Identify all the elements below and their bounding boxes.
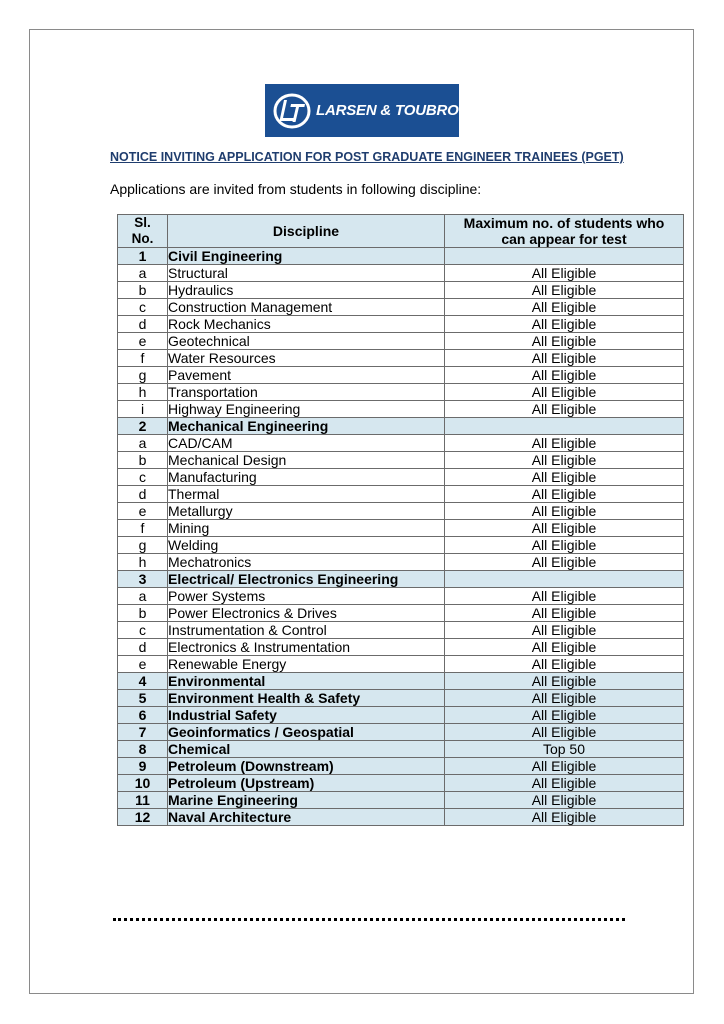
table-row xyxy=(118,554,684,571)
row-sl-no: 8 xyxy=(118,741,168,758)
table-row xyxy=(118,333,684,350)
row-discipline: Highway Engineering xyxy=(168,401,445,418)
table-row xyxy=(118,520,684,537)
table-row xyxy=(118,775,684,792)
row-max-students: All Eligible xyxy=(445,486,684,503)
row-discipline: Environmental xyxy=(168,673,445,690)
row-sl-no: 5 xyxy=(118,690,168,707)
logo-text: LARSEN & TOUBRO xyxy=(316,102,459,119)
row-sl-no: a xyxy=(118,265,168,282)
row-discipline: Construction Management xyxy=(168,299,445,316)
row-discipline: Power Electronics & Drives xyxy=(168,605,445,622)
row-sl-no: 6 xyxy=(118,707,168,724)
row-sl-no: 3 xyxy=(118,571,168,588)
row-discipline: Manufacturing xyxy=(168,469,445,486)
row-max-students: All Eligible xyxy=(445,537,684,554)
lt-logo-icon xyxy=(272,91,312,131)
row-max-students: All Eligible xyxy=(445,435,684,452)
table-row xyxy=(118,350,684,367)
row-sl-no: 1 xyxy=(118,248,168,265)
row-max-students: All Eligible xyxy=(445,384,684,401)
row-discipline: CAD/CAM xyxy=(168,435,445,452)
row-sl-no: a xyxy=(118,588,168,605)
table-row xyxy=(118,809,684,826)
row-discipline: Hydraulics xyxy=(168,282,445,299)
table-row xyxy=(118,758,684,775)
row-discipline: Marine Engineering xyxy=(168,792,445,809)
row-max-students: All Eligible xyxy=(445,656,684,673)
dotted-separator xyxy=(113,918,625,921)
row-max-students: All Eligible xyxy=(445,554,684,571)
row-sl-no: h xyxy=(118,554,168,571)
row-discipline: Metallurgy xyxy=(168,503,445,520)
row-discipline: Naval Architecture xyxy=(168,809,445,826)
row-discipline: Geotechnical xyxy=(168,333,445,350)
row-max-students: All Eligible xyxy=(445,639,684,656)
row-max-students: All Eligible xyxy=(445,265,684,282)
row-max-students: All Eligible xyxy=(445,707,684,724)
row-sl-no: d xyxy=(118,316,168,333)
header-discipline: Discipline xyxy=(168,215,445,248)
table-body xyxy=(118,248,684,826)
company-logo xyxy=(265,84,459,137)
row-sl-no: i xyxy=(118,401,168,418)
row-max-students: All Eligible xyxy=(445,673,684,690)
row-discipline: Structural xyxy=(168,265,445,282)
row-max-students: All Eligible xyxy=(445,282,684,299)
table-row xyxy=(118,486,684,503)
table-row xyxy=(118,248,684,265)
row-discipline: Chemical xyxy=(168,741,445,758)
table-row xyxy=(118,537,684,554)
row-discipline: Civil Engineering xyxy=(168,248,445,265)
row-sl-no: d xyxy=(118,639,168,656)
table-row xyxy=(118,724,684,741)
row-sl-no: 2 xyxy=(118,418,168,435)
table-row xyxy=(118,418,684,435)
row-max-students: All Eligible xyxy=(445,605,684,622)
table-row xyxy=(118,265,684,282)
row-discipline: Welding xyxy=(168,537,445,554)
row-max-students: All Eligible xyxy=(445,690,684,707)
table-row xyxy=(118,299,684,316)
row-sl-no: c xyxy=(118,622,168,639)
row-max-students: All Eligible xyxy=(445,520,684,537)
row-sl-no: 4 xyxy=(118,673,168,690)
row-sl-no: 10 xyxy=(118,775,168,792)
table-row xyxy=(118,656,684,673)
row-max-students: All Eligible xyxy=(445,588,684,605)
row-max-students: All Eligible xyxy=(445,622,684,639)
row-max-students: All Eligible xyxy=(445,367,684,384)
table-header xyxy=(118,215,684,248)
row-sl-no: 12 xyxy=(118,809,168,826)
row-sl-no: e xyxy=(118,503,168,520)
row-max-students: All Eligible xyxy=(445,333,684,350)
table-row xyxy=(118,316,684,333)
row-max-students xyxy=(445,418,684,435)
table-row xyxy=(118,588,684,605)
header-sl-no xyxy=(118,215,168,248)
row-sl-no: f xyxy=(118,350,168,367)
row-max-students: All Eligible xyxy=(445,299,684,316)
row-max-students xyxy=(445,248,684,265)
table-row xyxy=(118,571,684,588)
notice-title: NOTICE INVITING APPLICATION FOR POST GRADUATE ENGINEER TRAINEES (PGET) xyxy=(110,150,624,164)
row-discipline: Electrical/ Electronics Engineering xyxy=(168,571,445,588)
row-max-students: All Eligible xyxy=(445,469,684,486)
row-max-students: All Eligible xyxy=(445,724,684,741)
discipline-table xyxy=(117,214,684,826)
row-discipline: Electronics & Instrumentation xyxy=(168,639,445,656)
row-discipline: Geoinformatics / Geospatial xyxy=(168,724,445,741)
row-sl-no: 9 xyxy=(118,758,168,775)
row-discipline: Rock Mechanics xyxy=(168,316,445,333)
row-max-students: All Eligible xyxy=(445,503,684,520)
row-max-students: All Eligible xyxy=(445,350,684,367)
table-row xyxy=(118,792,684,809)
row-max-students: All Eligible xyxy=(445,452,684,469)
table-row xyxy=(118,503,684,520)
row-discipline: Pavement xyxy=(168,367,445,384)
table-row xyxy=(118,741,684,758)
header-sl-line1: Sl. xyxy=(134,215,151,230)
row-discipline: Water Resources xyxy=(168,350,445,367)
row-discipline: Industrial Safety xyxy=(168,707,445,724)
row-max-students: All Eligible xyxy=(445,401,684,418)
row-sl-no: h xyxy=(118,384,168,401)
table-row xyxy=(118,605,684,622)
row-sl-no: a xyxy=(118,435,168,452)
row-sl-no: 11 xyxy=(118,792,168,809)
row-discipline: Mining xyxy=(168,520,445,537)
table-row xyxy=(118,690,684,707)
row-discipline: Transportation xyxy=(168,384,445,401)
table-row xyxy=(118,367,684,384)
table-row xyxy=(118,707,684,724)
row-sl-no: b xyxy=(118,452,168,469)
row-max-students: Top 50 xyxy=(445,741,684,758)
table-row xyxy=(118,639,684,656)
row-discipline: Power Systems xyxy=(168,588,445,605)
row-discipline: Environment Health & Safety xyxy=(168,690,445,707)
row-sl-no: d xyxy=(118,486,168,503)
row-sl-no: e xyxy=(118,333,168,350)
row-max-students: All Eligible xyxy=(445,809,684,826)
header-max-line1: Maximum no. of students who xyxy=(463,215,665,231)
row-max-students: All Eligible xyxy=(445,775,684,792)
row-discipline: Petroleum (Upstream) xyxy=(168,775,445,792)
row-max-students: All Eligible xyxy=(445,792,684,809)
row-discipline: Instrumentation & Control xyxy=(168,622,445,639)
table-row xyxy=(118,673,684,690)
row-discipline: Petroleum (Downstream) xyxy=(168,758,445,775)
row-sl-no: e xyxy=(118,656,168,673)
row-sl-no: c xyxy=(118,299,168,316)
row-discipline: Mechatronics xyxy=(168,554,445,571)
row-sl-no: g xyxy=(118,537,168,554)
row-discipline: Mechanical Engineering xyxy=(168,418,445,435)
row-max-students xyxy=(445,571,684,588)
table-row xyxy=(118,384,684,401)
table-row xyxy=(118,469,684,486)
row-discipline: Renewable Energy xyxy=(168,656,445,673)
row-sl-no: b xyxy=(118,282,168,299)
row-max-students: All Eligible xyxy=(445,316,684,333)
table-row xyxy=(118,622,684,639)
row-discipline: Thermal xyxy=(168,486,445,503)
header-max-students xyxy=(445,215,684,248)
header-max-line2: can appear for test xyxy=(501,231,627,247)
row-sl-no: c xyxy=(118,469,168,486)
row-sl-no: 7 xyxy=(118,724,168,741)
row-sl-no: b xyxy=(118,605,168,622)
table-row xyxy=(118,452,684,469)
row-max-students: All Eligible xyxy=(445,758,684,775)
intro-text: Applications are invited from students in following discipline: xyxy=(110,181,482,197)
row-discipline: Mechanical Design xyxy=(168,452,445,469)
table-row xyxy=(118,435,684,452)
row-sl-no: f xyxy=(118,520,168,537)
row-sl-no: g xyxy=(118,367,168,384)
table-row xyxy=(118,401,684,418)
table-row xyxy=(118,282,684,299)
header-sl-line2: No. xyxy=(131,231,154,246)
